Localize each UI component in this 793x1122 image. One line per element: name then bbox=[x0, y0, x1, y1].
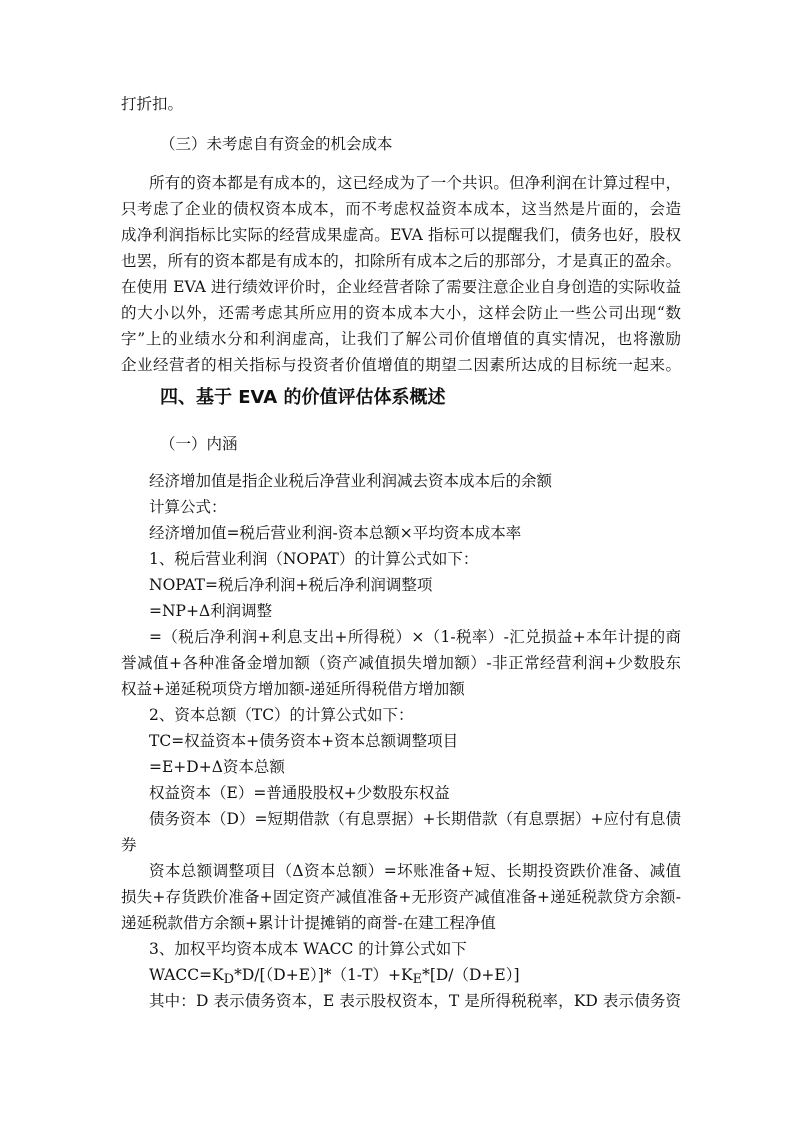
text-line: 字”上的业绩水分和利润虚高，让我们了解公司价值增值的真实情况，也将激励 bbox=[121, 330, 681, 348]
text-line: 2、资本总额（TC）的计算公式如下： bbox=[149, 706, 414, 724]
text-line: 经济增加值是指企业税后净营业利润减去资本成本后的余额 bbox=[149, 472, 553, 490]
text-line: 也罢，所有的资本都是有成本的，扣除所有成本之后的那部分，才是真正的盈余。 bbox=[121, 252, 681, 270]
wacc-formula-part: *D/[（D+E）]*（1-T）+K bbox=[234, 966, 413, 984]
text-line: 誉减值+各种准备金增加额（资产减值损失增加额）-非正常经营利润+少数股东 bbox=[121, 654, 681, 672]
wacc-formula-part: WACC=K bbox=[149, 966, 224, 984]
text-line: 券 bbox=[121, 836, 137, 854]
text-line: 损失+存货跌价准备+固定资产减值准备+无形资产减值准备+递延税款贷方余额- bbox=[121, 888, 681, 906]
wacc-formula-part: *[D/（D+E）] bbox=[422, 966, 520, 984]
text-line: 资本总额调整项目（Δ资本总额）=坏账准备+短、长期投资跌价准备、减值 bbox=[149, 862, 681, 880]
text-line: NOPAT=税后净利润+税后净利润调整项 bbox=[149, 576, 433, 594]
text-line: TC=权益资本+债务资本+资本总额调整项目 bbox=[149, 732, 459, 750]
subsection-heading: （一）内涵 bbox=[160, 435, 238, 453]
text-line: 债务资本（D）=短期借款（有息票据）+长期借款（有息票据）+应付有息债 bbox=[149, 810, 681, 828]
text-line: 只考虑了企业的债权资本成本，而不考虑权益资本成本，这当然是片面的，会造 bbox=[121, 200, 681, 218]
text-line: 打折扣。 bbox=[121, 95, 184, 113]
text-line: 的大小以外，还需考虑其所应用的资本成本大小，这样会防止一些公司出现“数 bbox=[121, 304, 681, 322]
text-line: 成净利润指标比实际的经营成果虚高。EVA 指标可以提醒我们，债务也好，股权 bbox=[121, 226, 681, 244]
wacc-subscript: E bbox=[412, 972, 423, 987]
wacc-subscript: D bbox=[223, 972, 235, 987]
section-heading: 四、基于 EVA 的价值评估体系概述 bbox=[160, 387, 446, 408]
text-line: 递延税款借方余额+累计计提摊销的商誉-在建工程净值 bbox=[121, 914, 496, 932]
text-line: =E+D+Δ资本总额 bbox=[149, 758, 285, 776]
text-line: =NP+Δ利润调整 bbox=[149, 602, 273, 620]
text-line: 其中：D 表示债务资本，E 表示股权资本，T 是所得税税率，KD 表示债务资 bbox=[149, 992, 681, 1010]
text-line: 计算公式： bbox=[149, 498, 227, 516]
text-line: =（税后净利润+利息支出+所得税）×（1-税率）-汇兑损益+本年计提的商 bbox=[149, 628, 681, 646]
text-line: 1、税后营业利润（NOPAT）的计算公式如下： bbox=[149, 550, 479, 568]
subsection-heading: （三）未考虑自有资金的机会成本 bbox=[160, 135, 393, 153]
text-line: 所有的资本都是有成本的，这已经成为了一个共识。但净利润在计算过程中， bbox=[149, 174, 681, 192]
text-line: 在使用 EVA 进行绩效评价时，企业经营者除了需要注意企业自身创造的实际收益 bbox=[121, 278, 681, 296]
text-line: 企业经营者的相关指标与投资者价值增值的期望二因素所达成的目标统一起来。 bbox=[121, 356, 681, 374]
text-line: 权益资本（E）=普通股股权+少数股东权益 bbox=[149, 784, 450, 802]
text-line: 权益+递延税项贷方增加额-递延所得税借方增加额 bbox=[121, 680, 465, 698]
text-line: 经济增加值=税后营业利润-资本总额×平均资本成本率 bbox=[149, 524, 522, 542]
text-line: 3、加权平均资本成本 WACC 的计算公式如下 bbox=[149, 940, 467, 958]
